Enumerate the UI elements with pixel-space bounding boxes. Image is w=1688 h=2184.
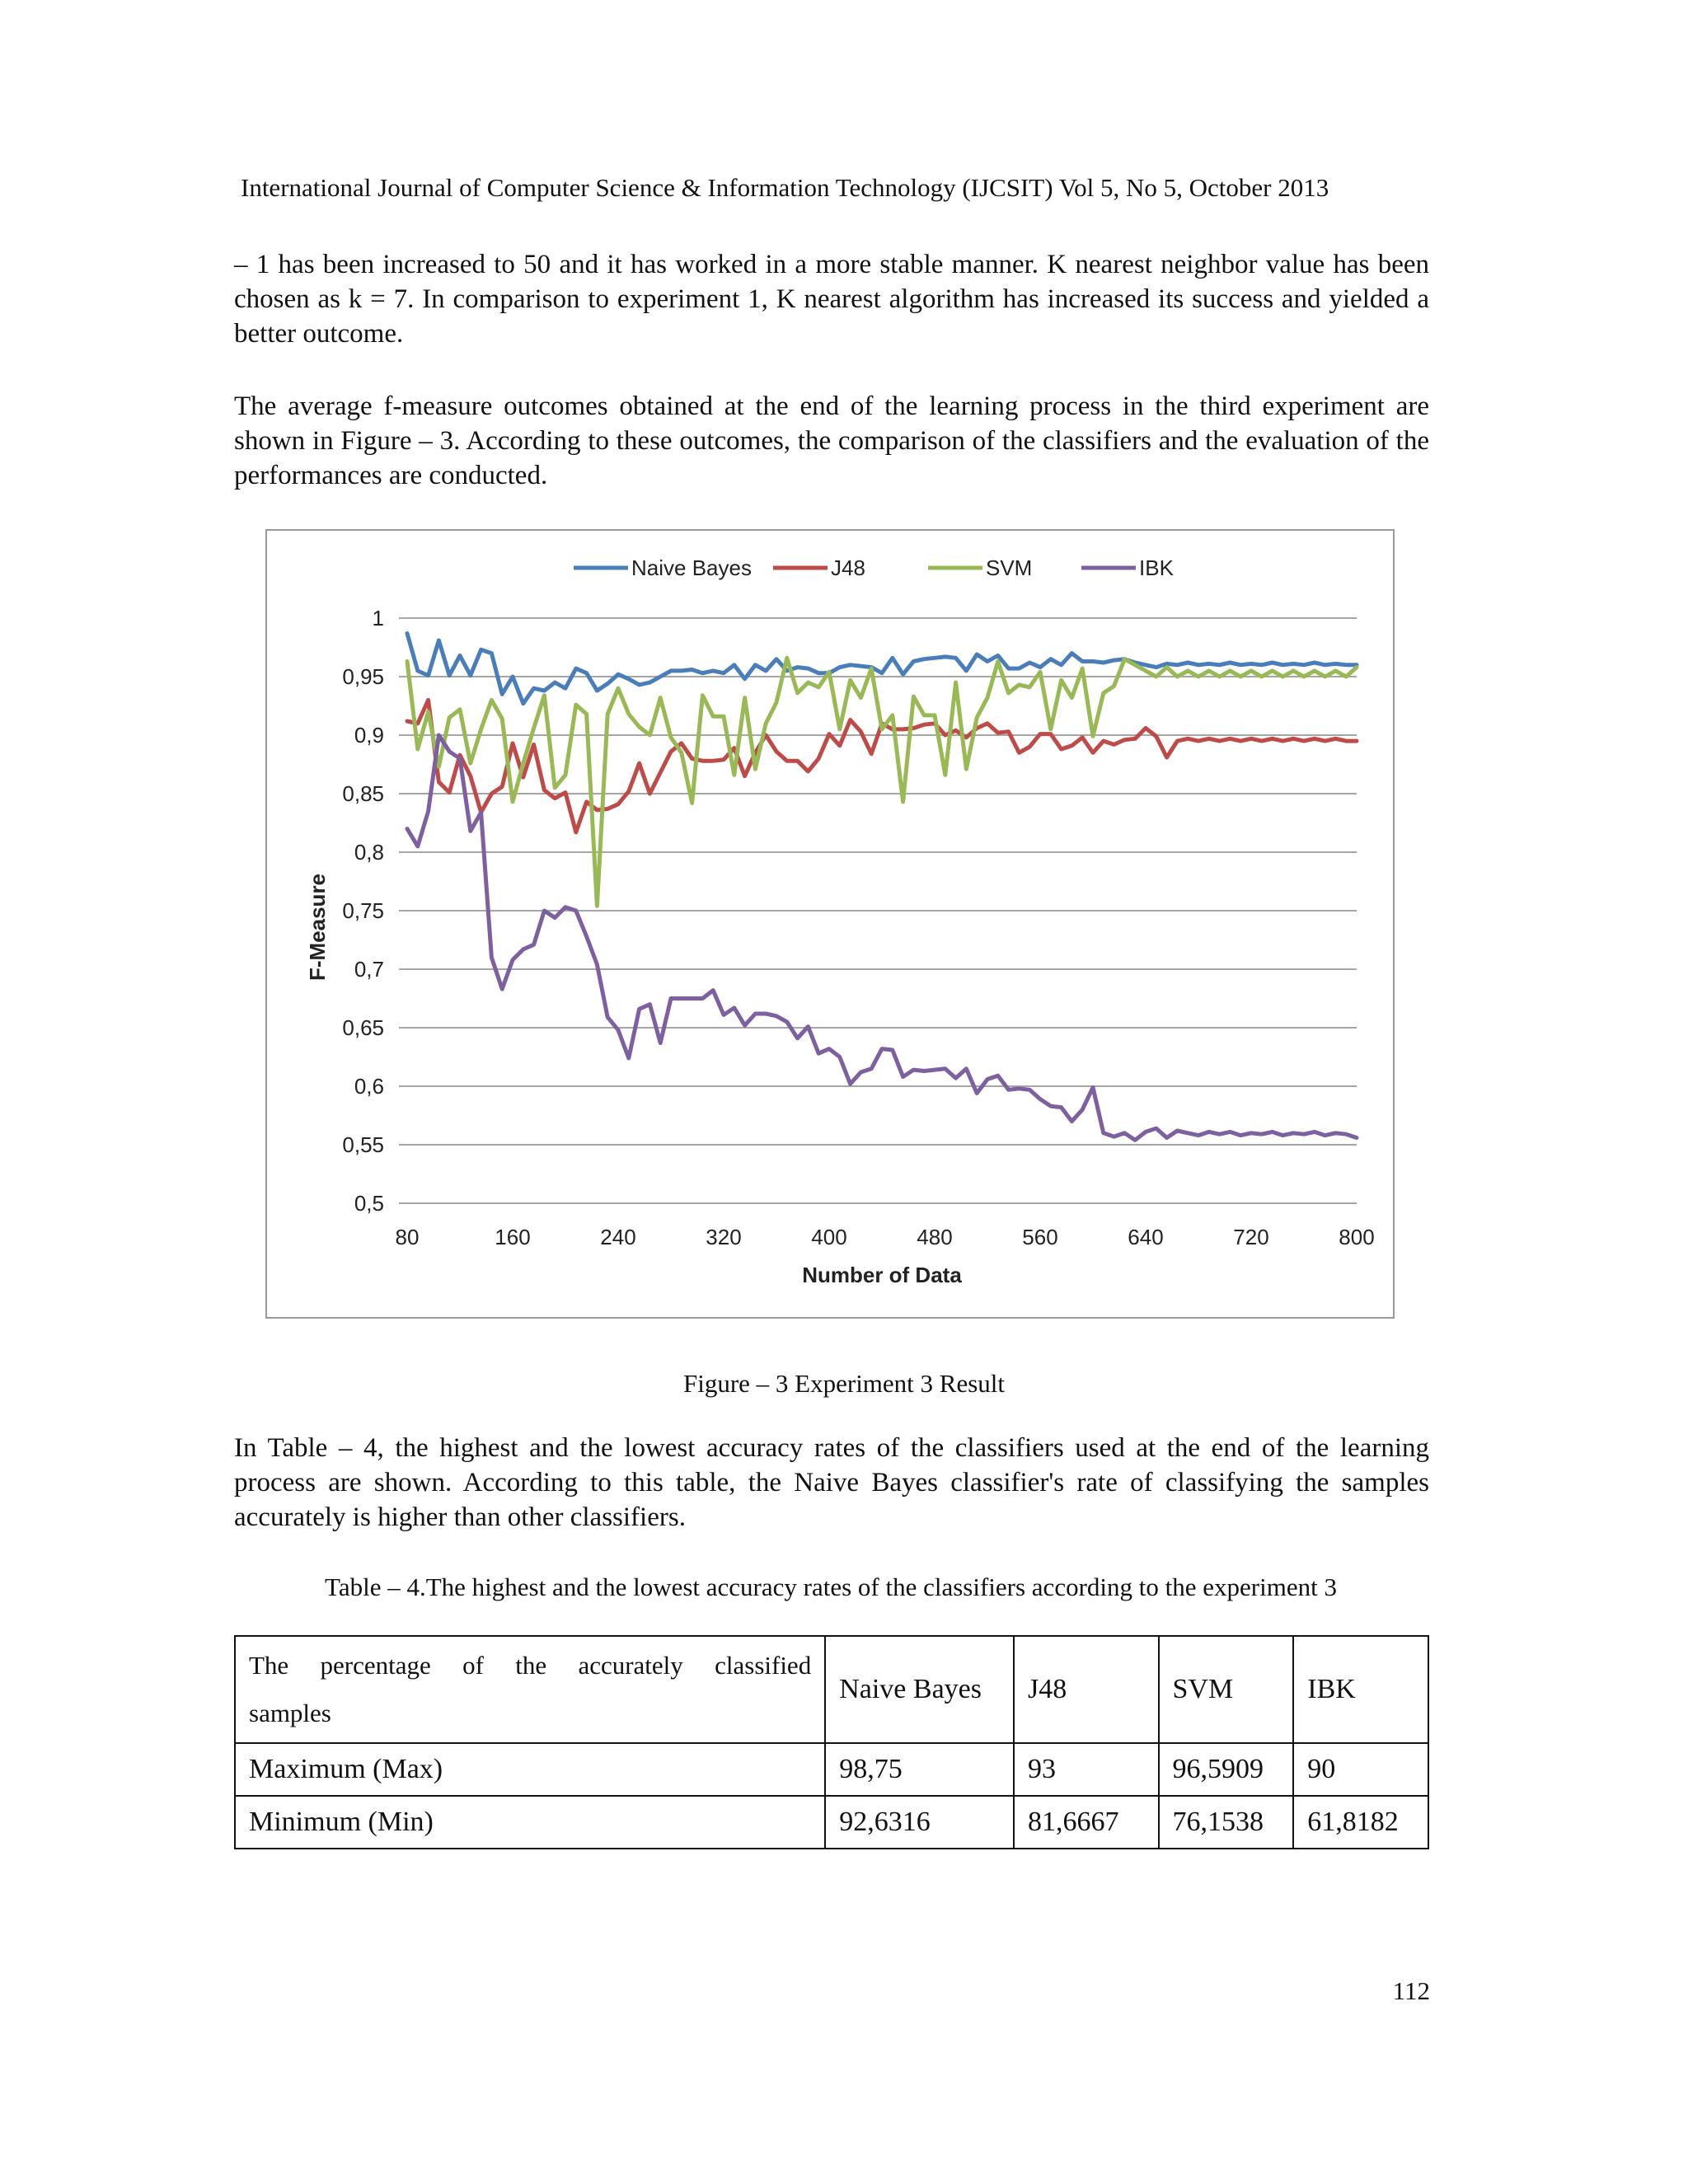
table-cell: Maximum (Max) xyxy=(235,1743,825,1796)
table-cell: 61,8182 xyxy=(1293,1796,1428,1849)
y-axis-title: F-Measure xyxy=(305,873,330,982)
table-header-row xyxy=(235,1636,1428,1743)
paragraph-3: In Table – 4, the highest and the lowest accuracy rates of the classifiers used at the end of the learning process are shown. According to this table, the Naive Bayes classifier's rate of classifying the samples accurately is higher than other classifiers. xyxy=(234,1433,1429,1532)
table-cell: 92,6316 xyxy=(825,1796,1014,1849)
legend-label: IBK xyxy=(1139,555,1174,580)
journal-header: International Journal of Computer Science & Information Technology (IJCSIT) Vol 5, No 5, October 2013 xyxy=(241,173,1329,202)
f-measure-line-chart xyxy=(267,531,1393,1317)
table-cell: 81,6667 xyxy=(1014,1796,1159,1849)
figure-caption: Figure – 3 Experiment 3 Result xyxy=(682,1369,1006,1398)
table-header-line-2: samples xyxy=(249,1699,331,1727)
y-tick-label: 0,65 xyxy=(342,1015,384,1040)
x-tick-label: 400 xyxy=(811,1225,847,1249)
y-tick-label: 0,95 xyxy=(342,664,384,689)
table-cell: 96,5909 xyxy=(1159,1743,1294,1796)
table-cell: 76,1538 xyxy=(1159,1796,1294,1849)
table-header-cell: SVM xyxy=(1159,1636,1294,1743)
x-tick-label: 80 xyxy=(395,1225,420,1249)
x-axis-title: Number of Data xyxy=(802,1263,962,1287)
table-caption: Table – 4.The highest and the lowest accuracy rates of the classifiers according to the experiment 3 xyxy=(325,1572,1337,1601)
x-tick-label: 240 xyxy=(600,1225,636,1249)
legend-label: SVM xyxy=(986,555,1033,580)
y-tick-label: 0,8 xyxy=(354,840,384,865)
x-tick-label: 560 xyxy=(1022,1225,1058,1249)
table-row xyxy=(235,1796,1428,1849)
table-header-cell xyxy=(235,1636,825,1743)
series-line-naive-bayes xyxy=(407,634,1357,704)
figure-3-chart xyxy=(265,529,1395,1319)
paragraph-1: – 1 has been increased to 50 and it has worked in a more stable manner. K nearest neighbor value has been chosen as k = 7. In comparison to experiment 1, K nearest algorithm has increased its success and yielded a better outcome. xyxy=(234,250,1429,349)
legend-label: J48 xyxy=(831,555,865,580)
y-tick-label: 0,9 xyxy=(354,723,384,748)
table-header-cell: Naive Bayes xyxy=(825,1636,1014,1743)
table-row xyxy=(235,1743,1428,1796)
series-line-svm xyxy=(407,658,1357,906)
table-header-line-1: The percentage of the accurately classified xyxy=(249,1651,812,1680)
x-tick-label: 720 xyxy=(1233,1225,1269,1249)
paragraph-2: The average f-measure outcomes obtained at the end of the learning process in the third experiment are shown in Figure – 3. According to these outcomes, the comparison of the classifiers and the evaluation of the performances are conducted. xyxy=(234,391,1429,490)
y-tick-label: 0,6 xyxy=(354,1074,384,1099)
table-header-cell: IBK xyxy=(1293,1636,1428,1743)
table-cell: 93 xyxy=(1014,1743,1159,1796)
table-cell: Minimum (Min) xyxy=(235,1796,825,1849)
y-tick-label: 0,7 xyxy=(354,957,384,982)
accuracy-table xyxy=(234,1635,1429,1849)
x-tick-label: 320 xyxy=(706,1225,742,1249)
table-cell: 90 xyxy=(1293,1743,1428,1796)
table-header-cell: J48 xyxy=(1014,1636,1159,1743)
y-tick-label: 0,85 xyxy=(342,781,384,806)
y-tick-label: 0,75 xyxy=(342,898,384,923)
legend-label: Naive Bayes xyxy=(631,555,752,580)
x-tick-label: 640 xyxy=(1128,1225,1164,1249)
x-tick-label: 160 xyxy=(495,1225,531,1249)
table-cell: 98,75 xyxy=(825,1743,1014,1796)
y-tick-label: 0,5 xyxy=(354,1191,384,1216)
x-tick-label: 480 xyxy=(917,1225,953,1249)
x-tick-label: 800 xyxy=(1339,1225,1375,1249)
y-tick-label: 0,55 xyxy=(342,1132,384,1157)
page-number: 112 xyxy=(1392,1976,1430,2005)
y-tick-label: 1 xyxy=(372,606,384,630)
